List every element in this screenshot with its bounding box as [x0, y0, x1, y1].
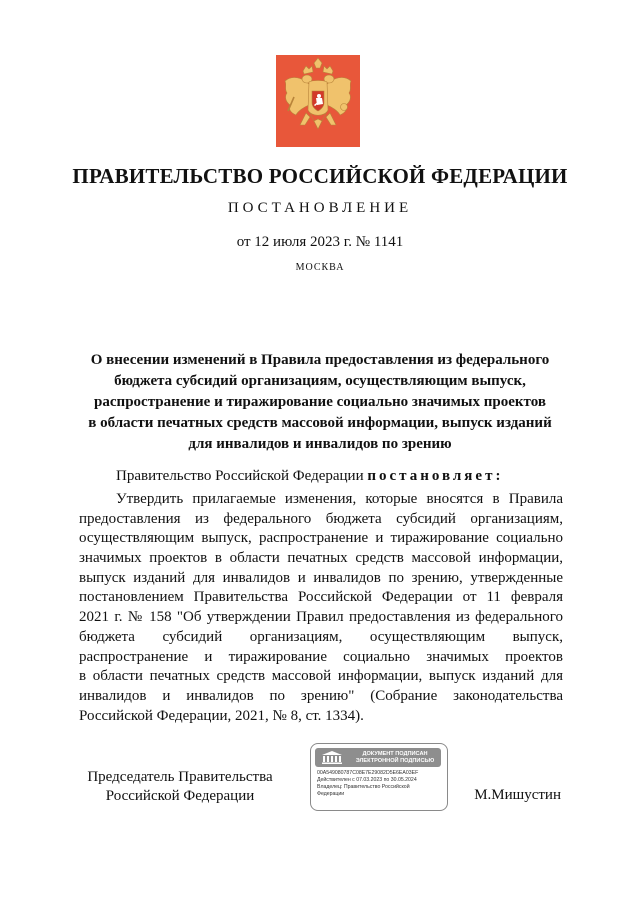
- preamble: [116, 468, 503, 485]
- body-line: осуществляющим выпуск, распространение и тиражирование социально: [79, 530, 563, 547]
- subject-line: в области печатных средств массовой информации, выпуск изданий: [88, 415, 552, 431]
- stamp-owner: Федерации: [317, 791, 345, 797]
- body-line: 2021 г. № 158 "Об утверждении Правил предоставления из федерального: [79, 609, 563, 626]
- body-line: значимых проектов в области печатных средств массовой информации,: [79, 550, 563, 567]
- stamp-owner: Владелец: Правительство Российской: [317, 784, 410, 790]
- signer-position: [80, 768, 280, 806]
- body-line: распространение и тиражирование социально значимых проектов: [79, 648, 563, 665]
- stamp-details: [317, 770, 443, 798]
- stamp-title-line: ДОКУМЕНТ ПОДПИСАН: [362, 751, 428, 757]
- document-date-number: от 12 июля 2023 г. № 1141: [236, 234, 404, 250]
- subject-line: для инвалидов и инвалидов по зрению: [188, 436, 452, 452]
- subject-line: О внесении изменений в Правила предоставления из федерального: [90, 352, 550, 368]
- body-line: Российской Федерации, 2021, № 8, ст. 1334).: [79, 707, 364, 724]
- government-building-icon: [321, 750, 343, 765]
- electronic-signature-stamp: [310, 743, 448, 811]
- document-subject: [70, 350, 570, 455]
- signer-position-line: Российской Федерации: [105, 788, 255, 804]
- body-line: инвалидов и инвалидов по зрению" (Собрание законодательства: [79, 687, 563, 704]
- signer-name: М.Мишустин: [474, 787, 561, 803]
- stamp-validity: Действителен с 07.03.2023 по 30.05.2024: [317, 777, 417, 783]
- preamble-resolve-word: постановляет:: [367, 468, 504, 484]
- document-body: [79, 490, 563, 726]
- document-type: ПОСТАНОВЛЕНИЕ: [227, 200, 413, 216]
- stamp-title: [351, 751, 439, 765]
- preamble-text: Правительство Российской Федерации: [116, 468, 368, 484]
- document-city: МОСКВА: [295, 262, 345, 273]
- coat-of-arms-icon: [276, 55, 360, 147]
- stamp-header: [315, 748, 441, 767]
- body-line: Утвердить прилагаемые изменения, которые вносятся в Правила: [116, 491, 563, 507]
- stamp-title-line: ЭЛЕКТРОННОЙ ПОДПИСЬЮ: [355, 758, 435, 764]
- signer-position-line: Председатель Правительства: [87, 769, 273, 785]
- subject-line: распространение и тиражирование социально значимых проектов: [94, 394, 546, 410]
- body-line: предоставления из федерального бюджета субсидий организациям,: [79, 510, 563, 527]
- subject-line: бюджета субсидий организациям, осуществляющим выпуск,: [114, 373, 526, 389]
- government-title: ПРАВИТЕЛЬСТВО РОССИЙСКОЙ ФЕДЕРАЦИИ: [72, 164, 568, 188]
- stamp-serial: 00A549080787C08E7E29082D5E6EA03EF: [317, 770, 419, 776]
- body-line: постановлением Правительства Российской Федерации от 11 февраля: [79, 589, 563, 606]
- body-line: в области печатных средств массовой информации, выпуск изданий для: [79, 668, 563, 685]
- body-line: бюджета субсидий организациям, осуществляющим выпуск,: [79, 628, 563, 645]
- body-line: выпуск изданий для инвалидов и инвалидов по зрению, утвержденные: [79, 569, 563, 586]
